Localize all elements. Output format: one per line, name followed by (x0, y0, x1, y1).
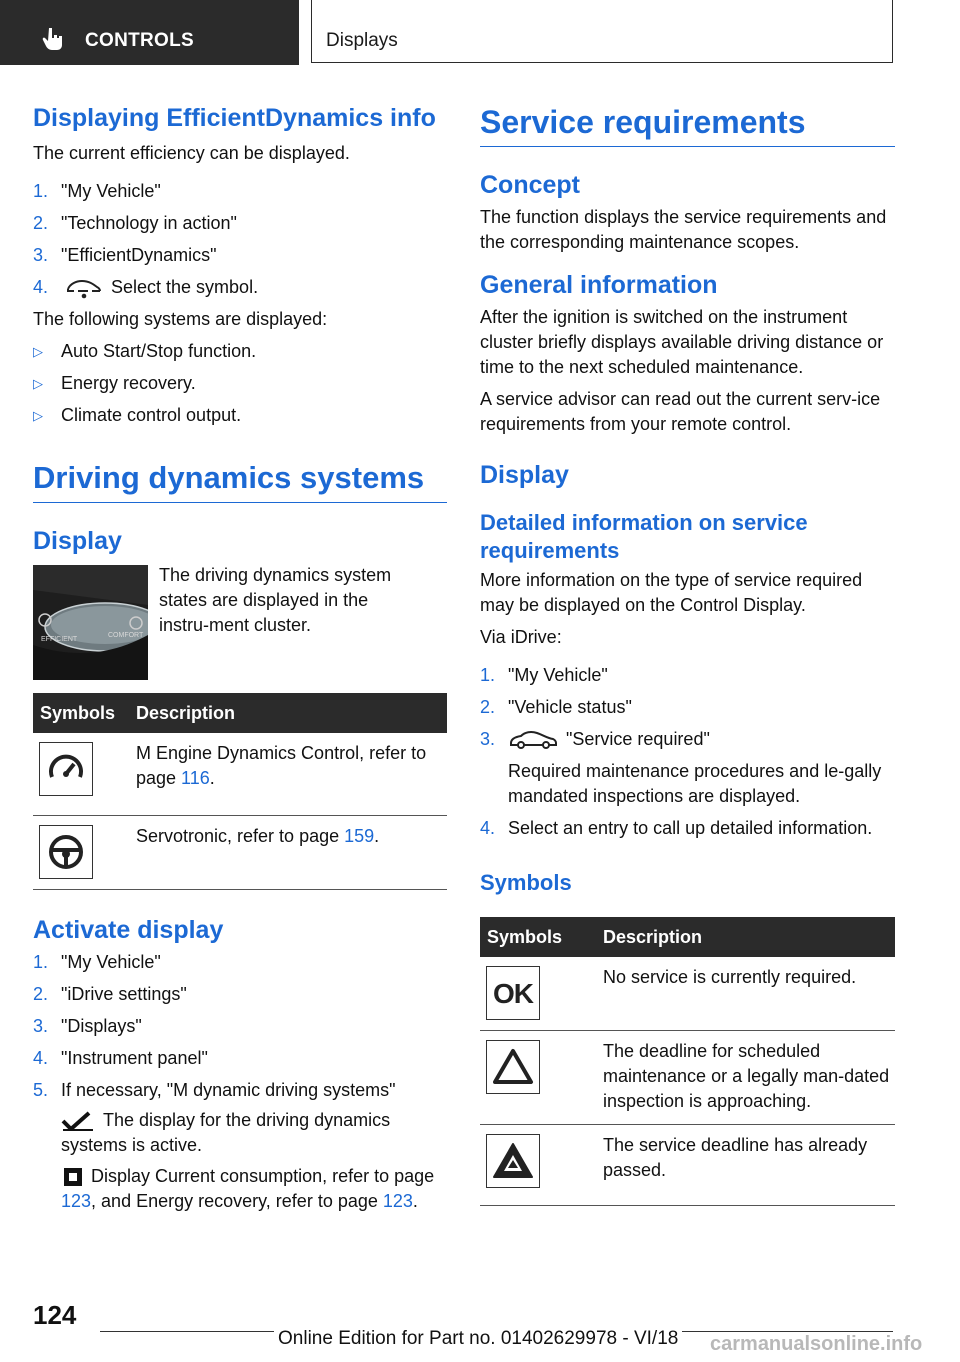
table-row (480, 1125, 895, 1206)
table-row (33, 816, 447, 890)
left-column (33, 100, 447, 1214)
list-item: 3. "Service required" Required maintenance procedures and le‐gally mandated inspections are displayed. (480, 727, 895, 809)
table-header-row (33, 693, 447, 733)
list-item: 3. "Displays" (33, 1016, 142, 1036)
list-item: ▷ Energy recovery. (33, 373, 196, 393)
display-heading: Display (33, 527, 122, 555)
systems-list (33, 339, 447, 428)
description-cell: The service deadline has already passed. (603, 1125, 895, 1206)
description-cell: M Engine Dynamics Control, refer to page 116. (136, 733, 447, 816)
concept-heading: Concept (480, 171, 580, 199)
display-heading: Display (480, 461, 569, 489)
car-symbol-icon (65, 277, 103, 299)
page-number: 124 (33, 1300, 77, 1330)
service-requirements-heading: Service requirements (480, 102, 895, 147)
list-item: ▷ Auto Start/Stop function. (33, 341, 257, 361)
list-item: 3. "EfficientDynamics" (33, 245, 217, 265)
page-link[interactable]: 123 (382, 1191, 413, 1211)
systems-intro: The following systems are displayed: (33, 309, 328, 329)
list-item: ▷ Climate control output. (33, 405, 242, 425)
steering-wheel-icon (39, 825, 93, 879)
description-cell: Servotronic, refer to page 159. (136, 816, 447, 890)
list-item: 4. Select an entry to call up detailed information. (480, 818, 873, 838)
list-item: 1. "My Vehicle" (33, 181, 161, 201)
car-service-icon (508, 729, 558, 751)
col-symbols: Symbols (480, 917, 603, 957)
general-text-2: A service advisor can read out the current serv‐ice requirements from your remote control. (480, 389, 881, 434)
svg-text:EFFICIENT: EFFICIENT (41, 636, 78, 643)
instrument-cluster-photo (33, 565, 148, 680)
table-row (480, 957, 895, 1031)
symbols-heading: Symbols (480, 870, 572, 895)
list-item: 2. "iDrive settings" (33, 984, 187, 1004)
activate-steps (33, 950, 447, 1103)
description-cell: No service is currently required. (603, 957, 895, 1031)
service-steps (480, 663, 895, 841)
chapter-title: Displays (326, 30, 398, 51)
detail-text: More information on the type of service required may be displayed on the Control Display. (480, 570, 863, 615)
service-symbols-table (480, 917, 895, 1206)
header-section-tab (0, 0, 299, 65)
driving-dynamics-heading: Driving dynamics systems (33, 458, 447, 503)
efficientdynamics-heading: Displaying EfficientDynamics info (33, 104, 436, 132)
box-icon (63, 1167, 83, 1187)
display-block (33, 565, 447, 683)
efficientdynamics-steps (33, 179, 447, 300)
col-description: Description (603, 917, 895, 957)
list-item: 2. "Vehicle status" (480, 697, 632, 717)
list-item: 5. If necessary, "M dynamic driving systems" (33, 1080, 396, 1100)
ok-icon: OK (486, 966, 540, 1020)
right-column (480, 100, 895, 1206)
m-engine-dynamics-icon (39, 742, 93, 796)
general-text-1: After the ignition is switched on the instrument cluster briefly displays available driving distance or time to the next scheduled maintenance. (480, 307, 884, 377)
section-title: CONTROLS (85, 30, 195, 51)
hand-pointer-icon (40, 26, 66, 52)
box-note: Display Current consumption, refer to page 123, and Energy recovery, refer to page 123. (61, 1166, 435, 1211)
watermark: carmanualsonline.info (710, 1333, 923, 1355)
list-item: 1. "My Vehicle" (480, 665, 608, 685)
efficientdynamics-intro: The current efficiency can be displayed. (33, 143, 350, 163)
detailed-information-heading: Detailed information on service requirements (480, 510, 808, 563)
table-row (33, 733, 447, 816)
general-information-heading: General information (480, 271, 718, 299)
svg-text:COMFORT: COMFORT (108, 632, 144, 639)
table-header-row (480, 917, 895, 957)
checkmark-icon (61, 1111, 95, 1131)
list-item: 2. "Technology in action" (33, 213, 237, 233)
page-link[interactable]: 116 (181, 768, 210, 788)
table-row (480, 1031, 895, 1125)
activate-display-heading: Activate display (33, 916, 224, 944)
display-description: The driving dynamics system states are displayed in the instru‐ment cluster. (159, 565, 392, 635)
edition-text: Online Edition for Part no. 01402629978 - VI/18 (274, 1328, 682, 1350)
page-link[interactable]: 123 (61, 1191, 92, 1211)
list-item: 1. "My Vehicle" (33, 952, 161, 972)
header-chapter-tab (311, 0, 893, 63)
col-description: Description (136, 693, 447, 733)
list-item: 4. "Instrument panel" (33, 1048, 208, 1068)
step-3-subtext: Required maintenance procedures and le‐gally mandated inspections are displayed. (508, 761, 882, 806)
concept-text: The function displays the service requirements and the corresponding maintenance scopes. (480, 207, 887, 252)
check-note: The display for the driving dynamics systems is active. (61, 1110, 391, 1155)
driving-dynamics-symbols-table (33, 693, 447, 890)
hazard-triangle-icon (486, 1134, 540, 1188)
col-symbols: Symbols (33, 693, 136, 733)
warning-triangle-icon (486, 1040, 540, 1094)
list-item: 4. Select the symbol. (33, 275, 447, 300)
description-cell: The deadline for scheduled maintenance or a legally man‐dated inspection is approaching. (603, 1031, 895, 1125)
page-link[interactable]: 159 (344, 826, 375, 846)
via-idrive: Via iDrive: (480, 627, 562, 647)
